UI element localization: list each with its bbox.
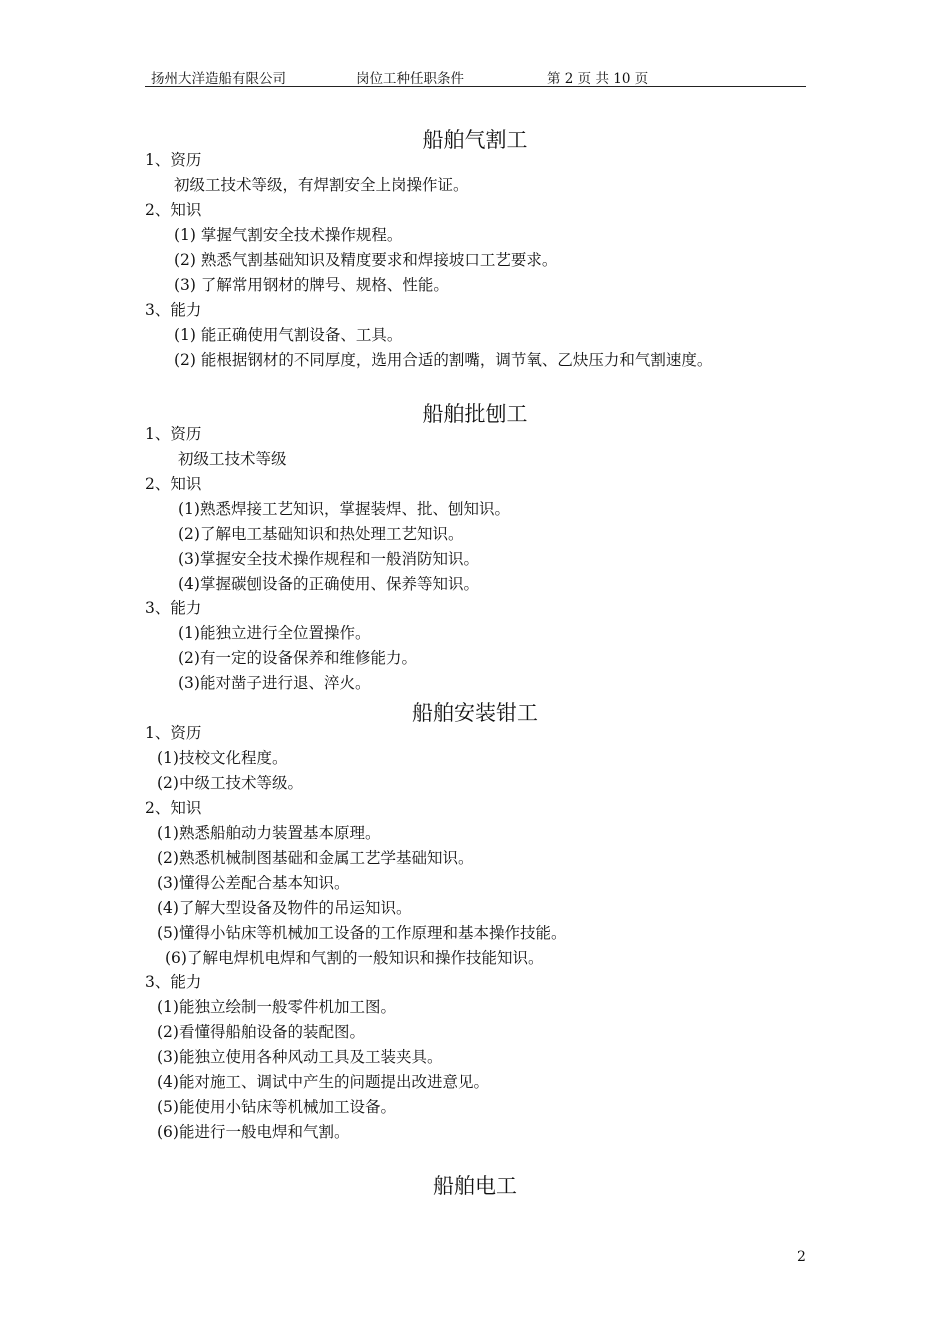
list-item: (1)技校文化程度。 xyxy=(157,749,288,767)
section-title-electrician: 船舶电工 xyxy=(433,1174,517,1198)
list-item: (3)能对凿子进行退、淬火。 xyxy=(178,674,371,692)
list-item: (5)能使用小钻床等机械加工设备。 xyxy=(157,1098,396,1116)
section-heading: 3、能力 xyxy=(145,599,202,617)
section-heading: 1、资历 xyxy=(145,425,202,443)
list-item: (3)掌握安全技术操作规程和一般消防知识。 xyxy=(178,550,479,568)
list-item: (4)了解大型设备及物件的吊运知识。 xyxy=(157,899,412,917)
section-title-gas-cutter: 船舶气割工 xyxy=(422,128,528,152)
list-item: (6)能进行一般电焊和气割。 xyxy=(157,1123,350,1141)
list-item: (3)懂得公差配合基本知识。 xyxy=(157,874,350,892)
list-item: (3) 了解常用钢材的牌号、规格、性能。 xyxy=(174,276,449,294)
list-item: (1) 能正确使用气割设备、工具。 xyxy=(174,326,403,344)
page-number: 2 xyxy=(797,1249,806,1265)
list-item: (1) 掌握气割安全技术操作规程。 xyxy=(174,226,403,244)
section-heading: 2、知识 xyxy=(145,475,202,493)
section-heading: 3、能力 xyxy=(145,973,202,991)
list-item: (6)了解电焊机电焊和气割的一般知识和操作技能知识。 xyxy=(165,949,544,967)
section-heading: 1、资历 xyxy=(145,724,202,742)
section-heading: 3、能力 xyxy=(145,301,202,319)
list-item: (2)中级工技术等级。 xyxy=(157,774,303,792)
header-page-info: 第 2 页 共 10 页 xyxy=(547,71,649,87)
list-item: (3)能独立使用各种风动工具及工装夹具。 xyxy=(157,1048,443,1066)
list-item: (1)熟悉焊接工艺知识，掌握装焊、批、刨知识。 xyxy=(178,500,510,518)
list-item: (1)能独立绘制一般零件机加工图。 xyxy=(157,998,396,1016)
list-item: (1)能独立进行全位置操作。 xyxy=(178,624,371,642)
section-heading: 2、知识 xyxy=(145,201,202,219)
list-item: (2) 能根据钢材的不同厚度，选用合适的割嘴，调节氧、乙炔压力和气割速度。 xyxy=(174,351,713,369)
list-item: (1)熟悉船舶动力装置基本原理。 xyxy=(157,824,381,842)
page-header xyxy=(145,64,806,87)
list-item: (4)掌握碳刨设备的正确使用、保养等知识。 xyxy=(178,575,479,593)
list-item: 初级工技术等级 xyxy=(178,450,287,468)
list-item: (2)了解电工基础知识和热处理工艺知识。 xyxy=(178,525,464,543)
header-company: 扬州大洋造船有限公司 xyxy=(151,71,286,87)
list-item: (5)懂得小钻床等机械加工设备的工作原理和基本操作技能。 xyxy=(157,924,567,942)
list-item: (2)有一定的设备保养和维修能力。 xyxy=(178,649,417,667)
section-title-gouger: 船舶批刨工 xyxy=(422,402,528,426)
section-heading: 1、资历 xyxy=(145,151,202,169)
list-item: (2) 熟悉气割基础知识及精度要求和焊接坡口工艺要求。 xyxy=(174,251,558,269)
list-item: (2)看懂得船舶设备的装配图。 xyxy=(157,1023,365,1041)
list-item: (2)熟悉机械制图基础和金属工艺学基础知识。 xyxy=(157,849,474,867)
section-heading: 2、知识 xyxy=(145,799,202,817)
section-title-fitter: 船舶安装钳工 xyxy=(412,701,538,725)
list-item: 初级工技术等级，有焊割安全上岗操作证。 xyxy=(174,176,469,194)
list-item: (4)能对施工、调试中产生的问题提出改进意见。 xyxy=(157,1073,489,1091)
header-doc-title: 岗位工种任职条件 xyxy=(356,71,464,87)
